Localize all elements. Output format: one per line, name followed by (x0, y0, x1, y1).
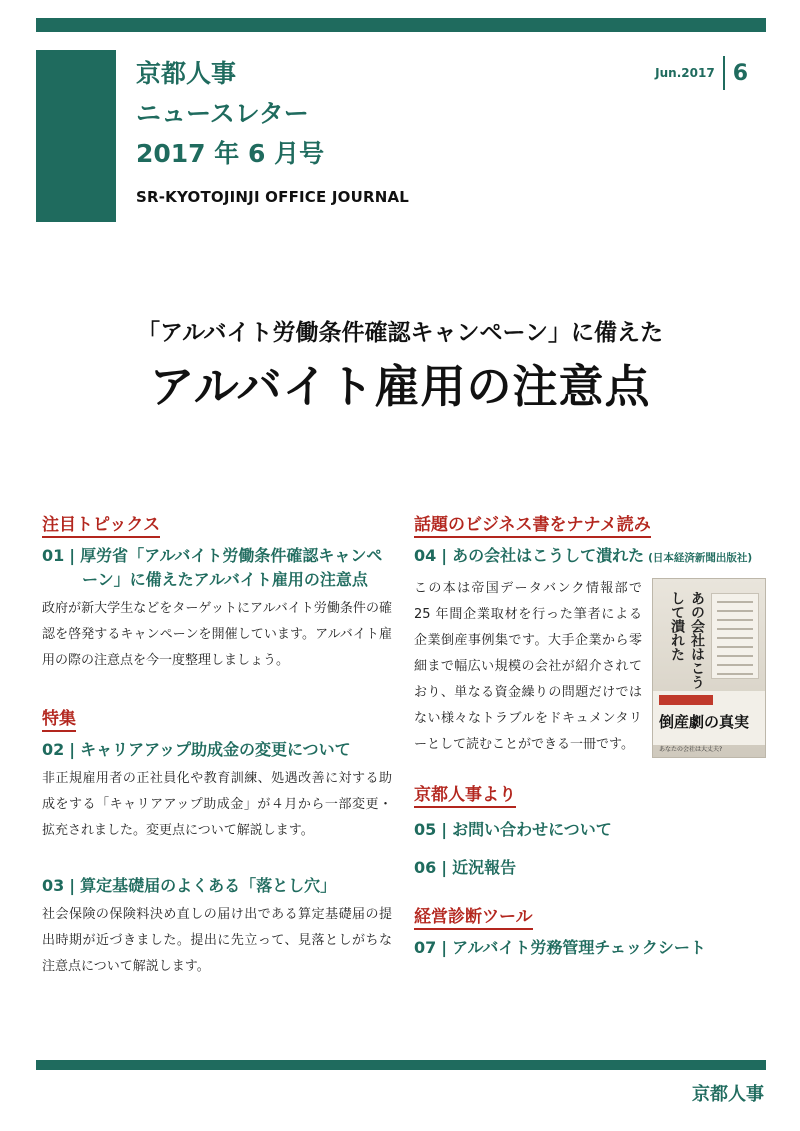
article-number: 07 (414, 938, 437, 957)
bottom-rule (36, 1060, 766, 1070)
section-title-office: 京都人事より (414, 780, 516, 808)
book-review (414, 572, 766, 758)
masthead (136, 54, 409, 206)
issue-date: Jun.2017 (655, 66, 715, 80)
masthead-title-line2: ニュースレター (136, 99, 309, 128)
section-title-tools: 経営診断ツール (414, 902, 533, 930)
masthead-title-line3: 2017 年 6 月号 (136, 139, 325, 168)
article-title-text: あの会社はこうして潰れた (452, 546, 645, 565)
article-06-title[interactable] (414, 856, 766, 880)
footer-publisher-name: 京都人事 (692, 1084, 764, 1105)
issue-number: 6 (732, 60, 748, 86)
book-publisher: (日本経済新聞出版社) (648, 552, 753, 564)
book-cover-image (652, 578, 766, 758)
article-number: 02 (42, 740, 65, 759)
article-title-text: アルバイト労務管理チェックシート (452, 938, 706, 957)
left-column (42, 510, 392, 980)
article-title-text: 厚労省「アルバイト労働条件確認キャンペーン」に備えたアルバイト雇用の注意点 (80, 546, 383, 589)
article-title-text: お問い合わせについて (452, 820, 612, 839)
article-01-title[interactable] (42, 544, 392, 592)
book-cover-foot: あなたの会社は大丈夫? (659, 746, 723, 753)
article-number: 03 (42, 876, 65, 895)
masthead-subtitle: SR-KYOTOJINJI OFFICE JOURNAL (136, 188, 410, 206)
section-title-topics: 注目トピックス (42, 510, 160, 538)
article-divider: | (69, 876, 76, 895)
book-cover-document-graphic (711, 593, 759, 679)
article-03-title[interactable] (42, 874, 392, 898)
masthead-color-block (36, 50, 116, 222)
section-title-books: 話題のビジネス書をナナメ読み (414, 510, 651, 538)
book-cover-red-label (659, 695, 713, 705)
masthead-title-line1: 京都人事 (136, 59, 237, 88)
article-number: 05 (414, 820, 437, 839)
book-cover-title: あの会社はこうして潰れた (669, 591, 705, 689)
article-divider: | (69, 546, 76, 565)
article-divider: | (441, 858, 448, 877)
article-05-title[interactable] (414, 818, 766, 842)
article-divider: | (441, 546, 448, 565)
article-divider: | (69, 740, 76, 759)
article-divider: | (441, 820, 448, 839)
right-column (414, 510, 766, 960)
article-02-title[interactable] (42, 738, 392, 762)
article-03-summary: 社会保険の保険料決め直しの届け出である算定基礎届の提出時期が近づきました。提出に先立って、見落としがちな注意点について解説します。 (42, 907, 392, 974)
top-rule (36, 18, 766, 32)
article-divider: | (441, 938, 448, 957)
book-cover-banner: 倒産劇の真実 (659, 713, 750, 731)
article-04-title[interactable] (414, 544, 766, 570)
article-number: 04 (414, 546, 437, 565)
article-number: 01 (42, 546, 65, 565)
article-02-summary: 非正規雇用者の正社員化や教育訓練、処遇改善に対する助成をする「キャリアアップ助成金」が４月から一部変更・拡充されました。変更点について解説します。 (42, 771, 392, 838)
article-number: 06 (414, 858, 437, 877)
article-title-text: 算定基礎届のよくある「落とし穴」 (80, 876, 337, 895)
article-title-text: キャリアアップ助成金の変更について (80, 740, 351, 759)
article-01-summary: 政府が新大学生などをターゲットにアルバイト労働条件の確認を啓発するキャンペーンを開催しています。アルバイト雇用の際の注意点を今一度整理しましょう。 (42, 601, 392, 668)
section-title-feature: 特集 (42, 704, 76, 732)
article-title-text: 近況報告 (452, 858, 517, 877)
issue-info (655, 56, 748, 90)
article-04-summary: この本は帝国データバンク情報部で 25 年間企業取材を行った筆者による企業倒産事例集です。大手企業から零細まで幅広い規模の会社が紹介されており、単なる資金繰りの問題だけではない様々なトラブルをドキュメンタリーとして読むことができる一冊です。 (414, 581, 642, 752)
article-07-title[interactable] (414, 936, 766, 960)
issue-divider (723, 56, 725, 90)
headline-main: アルバイト雇用の注意点 (149, 360, 651, 413)
headline-sub: 「アルバイト労働条件確認キャンペーン」に備えた (136, 320, 663, 346)
